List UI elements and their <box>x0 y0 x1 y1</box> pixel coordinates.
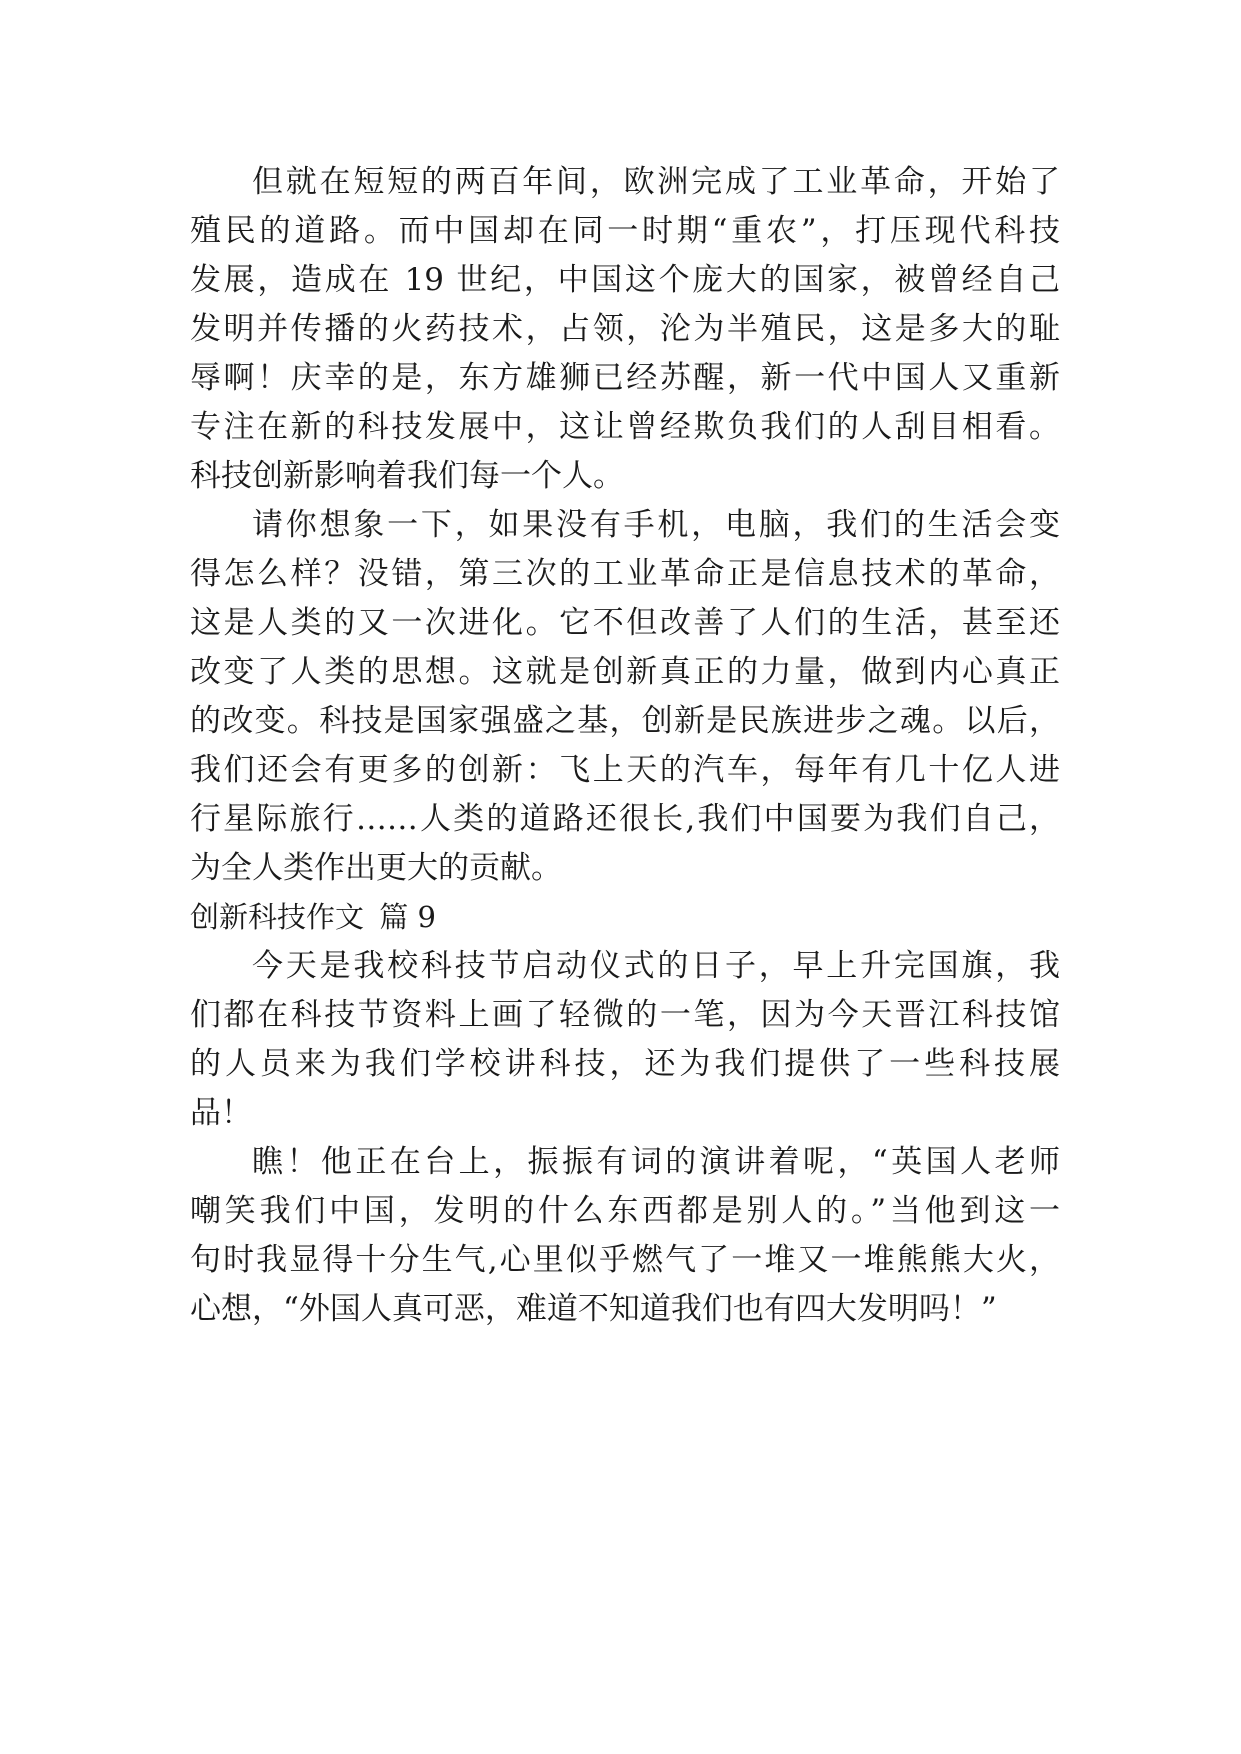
text-line: 这是人类的又一次进化。它不但改善了人们的生活，甚至还 <box>190 605 1060 641</box>
section-label: 篇 9 <box>379 900 436 934</box>
section-title: 创新科技作文 <box>190 900 365 934</box>
paragraph <box>190 501 1060 893</box>
text-line: 句时我显得十分生气,心里似乎燃气了一堆又一堆熊熊大火， <box>190 1242 1060 1278</box>
text-line: 的人员来为我们学校讲科技，还为我们提供了一些科技展 <box>190 1046 1060 1082</box>
text-line: 辱啊！庆幸的是，东方雄狮已经苏醒，新一代中国人又重新 <box>190 360 1060 396</box>
document-body <box>190 158 1060 1334</box>
text-line: 专注在新的科技发展中，这让曾经欺负我们的人刮目相看。 <box>190 409 1060 445</box>
text-line: 们都在科技节资料上画了轻微的一笔，因为今天晋江科技馆 <box>190 997 1060 1033</box>
text-line: 科技创新影响着我们每一个人。 <box>190 458 624 494</box>
paragraph <box>190 158 1060 501</box>
section-heading <box>190 893 1060 942</box>
text-line: 品！ <box>190 1095 252 1131</box>
text-line: 我们还会有更多的创新：飞上天的汽车，每年有几十亿人进 <box>190 752 1060 788</box>
text-line: 发展，造成在 19 世纪，中国这个庞大的国家，被曾经自己 <box>190 262 1060 298</box>
paragraph <box>190 942 1060 1138</box>
text-line: 行星际旅行……人类的道路还很长,我们中国要为我们自己， <box>190 801 1060 837</box>
text-line: 改变了人类的思想。这就是创新真正的力量，做到内心真正 <box>190 654 1060 690</box>
text-line: 为全人类作出更大的贡献。 <box>190 850 562 886</box>
text-line: 请你想象一下，如果没有手机，电脑，我们的生活会变 <box>252 507 1060 543</box>
text-line: 得怎么样？没错，第三次的工业革命正是信息技术的革命， <box>190 556 1060 592</box>
text-line: 瞧！他正在台上，振振有词的演讲着呢，“英国人老师 <box>252 1144 1060 1180</box>
text-line: 但就在短短的两百年间，欧洲完成了工业革命，开始了 <box>252 164 1060 200</box>
text-line: 今天是我校科技节启动仪式的日子，早上升完国旗，我 <box>252 948 1060 984</box>
text-line: 心想，“外国人真可恶，难道不知道我们也有四大发明吗！” <box>190 1291 997 1327</box>
text-line: 嘲笑我们中国，发明的什么东西都是别人的。”当他到这一 <box>190 1193 1060 1229</box>
text-line: 殖民的道路。而中国却在同一时期“重农”，打压现代科技 <box>190 213 1060 249</box>
text-line: 的改变。科技是国家强盛之基，创新是民族进步之魂。以后， <box>190 703 1060 739</box>
text-line: 发明并传播的火药技术，占领，沦为半殖民，这是多大的耻 <box>190 311 1060 347</box>
paragraph <box>190 1138 1060 1334</box>
